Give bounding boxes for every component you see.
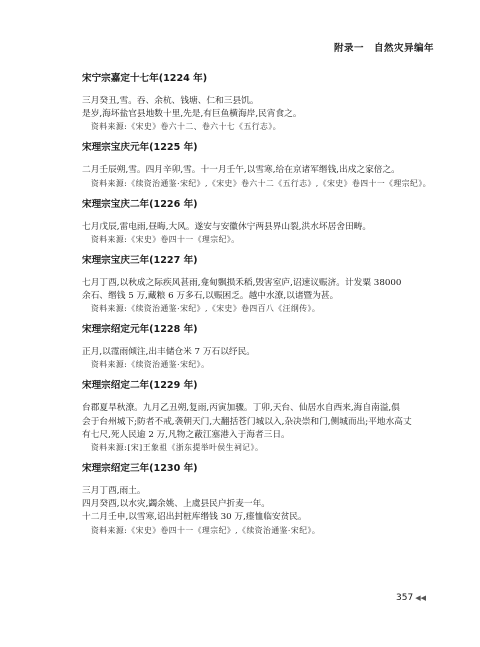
entry-heading: 宋理宗宝庆二年(1226 年) xyxy=(82,198,198,210)
entry-text-line: 余石、缗钱 5 万,藏粮 6 万多石,以赈困乏。越中水潦,以诸暨为甚。 xyxy=(82,291,339,302)
entry-source: 资料来源:《宋史》卷四十一《理宗纪》。 xyxy=(91,234,240,244)
entry-source: 资料来源:[宋]王象祖《浙东提举叶侯生祠记》。 xyxy=(91,443,264,453)
entry-text-line: 台郡夏旱秋潦。九月乙丑朔,复雨,丙寅加骤。丁卯,天台、仙居水自西来,海自南溢,俱 xyxy=(82,403,400,414)
entry-heading: 宋理宗宝庆三年(1227 年) xyxy=(82,254,198,266)
entry-text-line: 有七尺,死人民逾 2 万,凡物之蔽江塞港入于海者三日。 xyxy=(82,429,290,440)
entry-text-line: 十二月壬申,以雪寒,诏出封桩库缗钱 30 万,瘗恤临安贫民。 xyxy=(82,512,307,523)
entry-1228 xyxy=(82,323,438,371)
entry-1227 xyxy=(82,254,438,315)
entry-text-line: 会于台州城下;防者不戒,袭朝天门,大翻括苍门城以入,杂决崇和门,侧城而出;平地水高丈 xyxy=(82,416,412,427)
entry-heading: 宋理宗绍定元年(1228 年) xyxy=(82,324,198,336)
entry-heading: 宋宁宗嘉定十七年(1224 年) xyxy=(82,73,208,84)
entry-1226 xyxy=(82,198,438,246)
entry-1229 xyxy=(82,379,438,454)
chronicle-content xyxy=(82,70,438,545)
entry-text-line: 正月,以霪雨倾注,出丰储仓米 7 万石以纾民。 xyxy=(82,347,255,358)
entry-heading: 宋理宗绍定二年(1229 年) xyxy=(82,380,198,392)
page-number-text: 357 xyxy=(396,593,414,603)
entry-source: 资料来源:《续资治通鉴·宋纪》,《宋史》卷六十二《五行志》,《宋史》卷四十一《理宗纪》。 xyxy=(91,178,432,188)
entry-source: 资料来源:《续资治通鉴·宋纪》,《宋史》卷四百八《汪纲传》。 xyxy=(91,304,321,314)
entry-text-line: 二月壬辰朔,雪。四月辛卯,雪。十一月壬午,以雪寒,给在京诸军缗钱,出戍之家倍之。 xyxy=(82,165,400,176)
running-head: 附录一 自然灾异编年 xyxy=(333,43,434,54)
entry-1230 xyxy=(82,462,438,537)
page-number-mark: ◀◀ xyxy=(415,594,426,602)
entry-text-line: 三月癸丑,雪。吞、余杭、钱塘、仁和三县饥。 xyxy=(82,96,259,106)
page-number xyxy=(396,593,426,603)
entry-1225 xyxy=(82,141,438,189)
entry-source: 资料来源:《宋史》卷四十一《理宗纪》,《续资治通鉴·宋纪》。 xyxy=(91,525,321,535)
entry-1224 xyxy=(82,72,438,133)
entry-text-line: 四月癸酉,以水灾,蠲余姚、上虞县民户折麦一年。 xyxy=(82,499,270,510)
entry-heading: 宋理宗绍定三年(1230 年) xyxy=(82,463,198,475)
entry-text-line: 三月丁酉,雨土。 xyxy=(82,486,146,497)
entry-source: 资料来源:《宋史》卷六十二、卷六十七《五行志》。 xyxy=(91,122,282,132)
entry-text-line: 是岁,海坏盐官县地数十里,先是,有巨鱼横海岸,民宵食之。 xyxy=(82,109,302,120)
entry-text-line: 七月戊辰,雷电雨,昼晦,大风。遂安与安徽休宁两县界山裂,洪水坏居舍田畴。 xyxy=(82,221,372,232)
entry-source: 资料来源:《续资治通鉴·宋纪》。 xyxy=(91,360,210,370)
entry-heading: 宋理宗宝庆元年(1225 年) xyxy=(82,142,198,154)
entry-text-line: 七月丁酉,以秋成之际疾风甚雨,龛甸飘损禾稻,毁害室庐,诏速议赈济。计发粟 38000 xyxy=(82,277,402,288)
